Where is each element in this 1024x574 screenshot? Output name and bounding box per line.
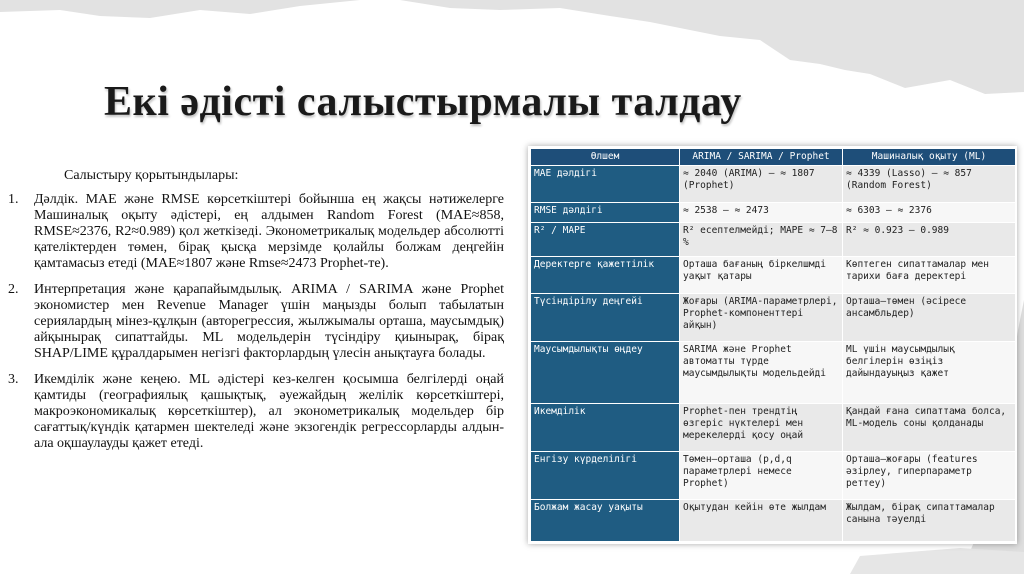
conclusion-item (8, 372, 504, 452)
conclusion-text: Икемділік және кеңею. ML әдістері кез-келген қосымша белгілерді оңай қамтиды (географиялық қашықтық, әуежайдың желілік көрсеткіштері, макроэкономикалық көрсеткіштер), ал эконометрикалық модельдер бір сағаттық/күндік қатармен шектеледі және экзогендік регрессорларды алдын-ала оқшаулауды қажет етеді. (34, 372, 504, 451)
ml-cell: ML үшін маусымдылық белгілерін өзіңіз дайындауыңыз қажет (843, 342, 1016, 404)
table-row (531, 203, 1016, 223)
arima-cell: Жоғары (ARIMA-параметрлері, Prophet-компоненттері айқын) (680, 294, 843, 342)
ml-cell: Жылдам, бірақ сипаттамалар санына тәуелді (843, 500, 1016, 542)
arima-cell: ≈ 2040 (ARIMA) – ≈ 1807 (Prophet) (680, 166, 843, 203)
ml-cell: Көптеген сипаттамалар мен тарихи баға деректері (843, 257, 1016, 294)
arima-cell: Prophet-пен трендтің өзгеріс нүктелері мен мерекелерді қосу оңай (680, 404, 843, 452)
comparison-table-card (528, 146, 1017, 544)
conclusion-number: 3. (8, 372, 19, 387)
conclusions-section (8, 168, 504, 462)
arima-cell: Орташа бағаның біркелшмді уақыт қатары (680, 257, 843, 294)
table-row (531, 404, 1016, 452)
slide-title: Екі әдісті салыстырмалы талдау (104, 79, 742, 125)
header-ml: Машиналық оқыту (ML) (843, 149, 1016, 166)
arima-cell: SARIMA және Prophet автоматты түрде маусымдылықты модельдейді (680, 342, 843, 404)
ml-cell: ≈ 6303 – ≈ 2376 (843, 203, 1016, 223)
conclusions-heading: Салыстыру қорытындылары: (64, 168, 239, 183)
metric-cell: Енгізу күрделілігі (531, 452, 680, 500)
ml-cell: Орташа–төмен (әсіресе ансамбльдер) (843, 294, 1016, 342)
table-row (531, 500, 1016, 542)
metric-cell: RMSE дәлдігі (531, 203, 680, 223)
conclusion-text: Интерпретация және қарапайымдылық. ARIMA / SARIMA және Prophet экономистер мен Revenue Manager үшін маңызды болып табылатын сериялардың мінез-құлқын (авторегрессия, жылжымалы орташа, маусымдық) айқынырақ сипаттайды. ML модельдерін түсіндіру қиынырақ, бірақ SHAP/LIME құралдарымен негізгі факторлардың үлесін анықтауға болады. (34, 282, 504, 361)
metric-cell: Болжам жасау уақыты (531, 500, 680, 542)
arima-cell: ≈ 2538 – ≈ 2473 (680, 203, 843, 223)
table-header-row (531, 149, 1016, 166)
conclusion-number: 1. (8, 192, 19, 207)
conclusion-number: 2. (8, 282, 19, 297)
comparison-table (530, 148, 1016, 542)
metric-cell: Икемділік (531, 404, 680, 452)
table-row (531, 294, 1016, 342)
conclusion-item (8, 282, 504, 362)
metric-cell: MAE дәлдігі (531, 166, 680, 203)
metric-cell: Түсіндірілу деңгейі (531, 294, 680, 342)
metric-cell: Деректерге қажеттілік (531, 257, 680, 294)
table-row (531, 257, 1016, 294)
ml-cell: Қандай ғана сипаттама болса, ML-модель соны қолданады (843, 404, 1016, 452)
ml-cell: Орташа–жоғары (features әзірлеу, гиперпараметр реттеу) (843, 452, 1016, 500)
arima-cell: Төмен–орташа (p,d,q параметрлері немесе Prophet) (680, 452, 843, 500)
table-row (531, 342, 1016, 404)
ml-cell: R² ≈ 0.923 – 0.989 (843, 223, 1016, 257)
header-metric: Өлшем (531, 149, 680, 166)
header-arima: ARIMA / SARIMA / Prophet (680, 149, 843, 166)
conclusion-item (8, 192, 504, 272)
arima-cell: Оқытудан кейін өте жылдам (680, 500, 843, 542)
table-row (531, 223, 1016, 257)
metric-cell: Маусымдылықты өңдеу (531, 342, 680, 404)
metric-cell: R² / MAPE (531, 223, 680, 257)
table-row (531, 452, 1016, 500)
conclusion-text: Дәлдік. MAE және RMSE көрсеткіштері бойынша ең жақсы нәтижелерге Машиналық оқыту әдістері, ең алдымен Random Forest (MAE≈858, RMSE≈2376, R2≈0.989) қол жеткізеді. Эконометрикалық модельдер абсолютті қателіктерден төмен, бірақ қысқа мерзімде қолайлы болжам деңгейін қамтамасыз етеді (MAE≈1807 және Rmse≈2473 Prophet-те). (34, 192, 504, 271)
arima-cell: R² есептелмейді; MAPE ≈ 7–8 % (680, 223, 843, 257)
ml-cell: ≈ 4339 (Lasso) – ≈ 857 (Random Forest) (843, 166, 1016, 203)
table-row (531, 166, 1016, 203)
